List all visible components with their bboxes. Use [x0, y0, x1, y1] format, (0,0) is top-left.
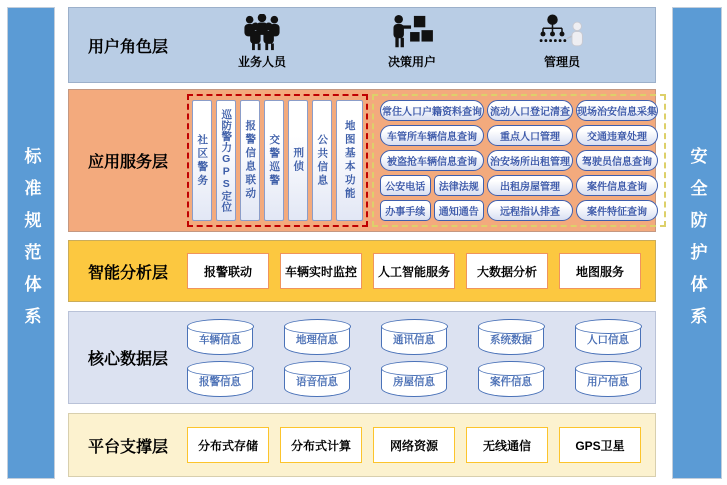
database-label: 车辆信息	[199, 334, 241, 346]
database-label: 报警信息	[199, 376, 241, 388]
vertical-module	[240, 100, 260, 221]
database-cylinder	[381, 327, 447, 355]
vertical-module-label: 报警信息联动	[244, 120, 257, 201]
vertical-module-label: 社区警务	[196, 133, 209, 188]
function-pill: 交通违章处理	[576, 125, 658, 146]
analysis-service-box: 人工智能服务	[373, 253, 455, 289]
vertical-module	[288, 100, 308, 221]
police-module-group	[187, 94, 368, 227]
database-cylinder	[478, 327, 544, 355]
vertical-module-label: 地图基本功能	[343, 120, 356, 201]
database-cylinder	[284, 327, 350, 355]
function-row	[380, 150, 658, 171]
role-business-staff	[238, 14, 286, 70]
analysis-service-box: 车辆实时监控	[280, 253, 362, 289]
function-pill: 流动人口登记清查	[487, 100, 573, 121]
database-label: 用户信息	[587, 376, 629, 388]
platform-components	[187, 427, 655, 463]
platform-component-box: 分布式存储	[187, 427, 269, 463]
database-label: 系统数据	[490, 334, 532, 346]
decision-user-icon	[390, 14, 434, 52]
core-data-layer	[68, 311, 656, 404]
function-pill: 车管所车辆信息查询	[380, 125, 484, 146]
function-row	[380, 175, 658, 196]
function-pill: 出租房屋管理	[487, 175, 573, 196]
database-cylinder	[478, 369, 544, 397]
function-row	[380, 200, 658, 221]
function-pill: 现场治安信息采集	[576, 100, 658, 121]
role-label: 决策用户	[387, 55, 436, 69]
platform-support-layer-title: 平台支撑层	[87, 438, 168, 456]
function-pill-pair	[380, 200, 484, 221]
platform-component-box: 无线通信	[466, 427, 548, 463]
function-pill: 通知通告	[434, 200, 485, 221]
function-pill: 办事手续	[380, 200, 431, 221]
analysis-service-box: 大数据分析	[466, 253, 548, 289]
role-label: 管理员	[543, 55, 580, 69]
analysis-service-box: 地图服务	[559, 253, 641, 289]
user-roles	[187, 14, 655, 76]
platform-component-box: 网络资源	[373, 427, 455, 463]
vertical-module-label: 交警巡警	[268, 133, 281, 188]
admin-orgchart-icon	[538, 14, 586, 52]
vertical-module	[312, 100, 332, 221]
database-label: 房屋信息	[393, 376, 435, 388]
database-grid	[187, 316, 655, 399]
security-pillar	[672, 7, 722, 479]
role-decision-user	[388, 14, 436, 70]
vertical-module	[264, 100, 284, 221]
database-row	[187, 318, 641, 355]
database-cylinder	[575, 327, 641, 355]
standards-pillar-label: 标准规范体系	[21, 147, 41, 339]
function-pill: 被盗抢车辆信息查询	[380, 150, 484, 171]
function-pill-pair	[380, 175, 484, 196]
function-row	[380, 125, 658, 146]
function-pill: 重点人口管理	[487, 125, 573, 146]
platform-support-layer	[68, 413, 656, 477]
role-admin	[538, 14, 586, 70]
vertical-module	[192, 100, 212, 221]
analysis-service-box: 报警联动	[187, 253, 269, 289]
database-cylinder	[381, 369, 447, 397]
vertical-module-label: 巡防警力GPS定位	[220, 108, 233, 213]
database-cylinder	[187, 369, 253, 397]
database-cylinder	[284, 369, 350, 397]
database-label: 地理信息	[296, 334, 338, 346]
role-label: 业务人员	[237, 55, 286, 69]
database-label: 通讯信息	[393, 334, 435, 346]
business-people-group-icon	[240, 14, 284, 52]
function-pill: 案件信息查询	[576, 175, 658, 196]
vertical-module-label: 公共信息	[316, 133, 329, 188]
database-cylinder	[575, 369, 641, 397]
intelligent-analysis-layer	[68, 240, 656, 302]
database-cylinder	[187, 327, 253, 355]
function-pill: 公安电话	[380, 175, 431, 196]
application-service-layer	[68, 89, 656, 232]
function-pill: 案件特征查询	[576, 200, 658, 221]
platform-component-box: 分布式计算	[280, 427, 362, 463]
database-label: 人口信息	[587, 334, 629, 346]
function-pill: 常住人口户籍资料查询	[380, 100, 484, 121]
user-role-layer	[68, 7, 656, 83]
user-role-layer-title: 用户角色层	[87, 38, 168, 56]
intelligent-analysis-layer-title: 智能分析层	[87, 264, 168, 282]
security-pillar-label: 安全防护体系	[687, 147, 707, 339]
function-pill: 远程指认排查	[487, 200, 573, 221]
function-pill-group	[372, 94, 666, 227]
core-data-layer-title: 核心数据层	[87, 351, 168, 368]
function-pill: 驾驶员信息查询	[576, 150, 658, 171]
analysis-services	[187, 253, 655, 289]
vertical-module-label: 刑侦	[292, 147, 305, 174]
function-pill: 治安场所出租管理	[487, 150, 573, 171]
vertical-module	[336, 100, 363, 221]
database-row	[187, 360, 641, 397]
database-label: 案件信息	[490, 376, 532, 388]
database-label: 语音信息	[296, 376, 338, 388]
vertical-module	[216, 100, 236, 221]
application-service-layer-title: 应用服务层	[87, 154, 168, 171]
architecture-diagram	[68, 7, 656, 477]
function-row	[380, 100, 658, 121]
function-pill: 法律法规	[434, 175, 485, 196]
standards-pillar	[7, 7, 55, 479]
platform-component-box: GPS卫星	[559, 427, 641, 463]
